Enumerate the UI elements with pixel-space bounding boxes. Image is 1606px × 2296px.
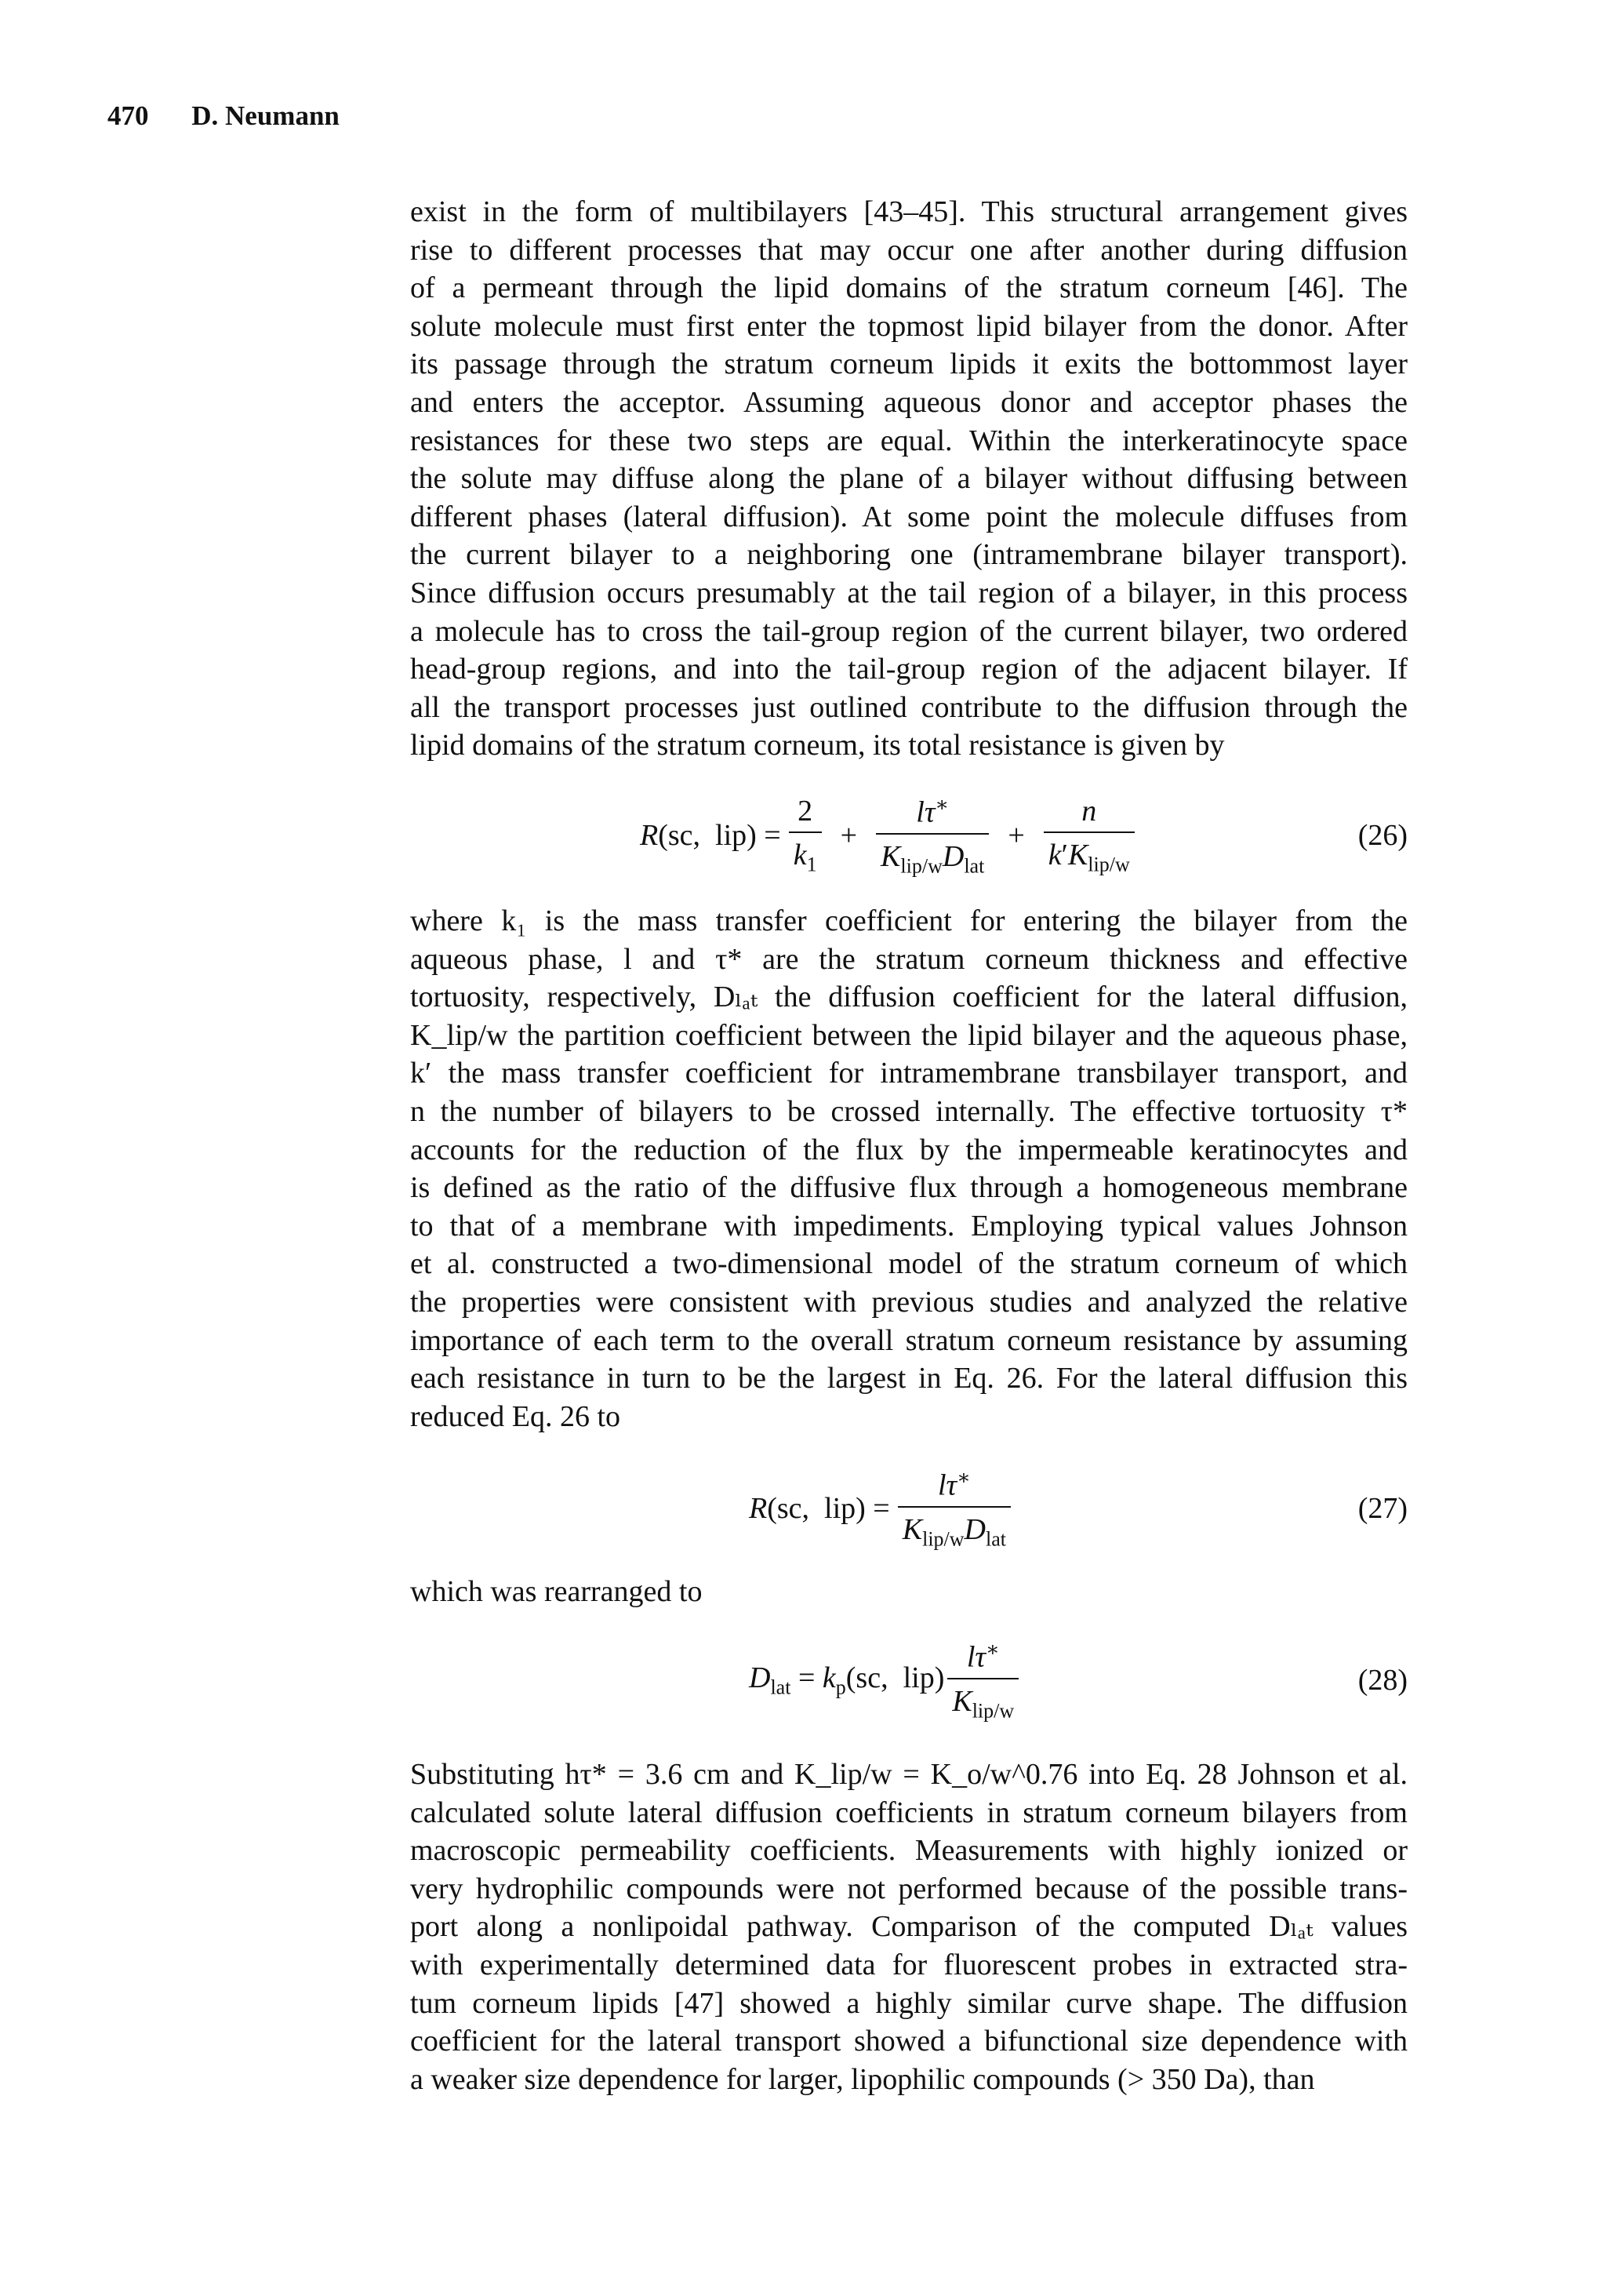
text-line: tortuosity, respectively, Dₗₐₜ the diffusion coefficient for the lateral diffusion, — [410, 981, 1408, 1014]
text-line: n the number of bilayers to be crossed internally. The effective tortuosity τ* — [410, 1094, 1408, 1128]
text-line: the solute may diffuse along the plane of a bilayer without diffusing between — [410, 462, 1408, 496]
text-line: the properties were consistent with previous studies and analyzed the relative — [410, 1285, 1408, 1319]
text-line: with experimentally determined data for fluorescent probes in extracted stra- — [410, 1948, 1408, 1981]
paragraph-4 — [410, 1756, 1408, 2098]
text-line: a weaker size dependence for larger, lipophilic compounds (> 350 Da), than — [410, 2062, 1315, 2096]
text-line: is defined as the ratio of the diffusive flux through a homogeneous membrane — [410, 1171, 1408, 1205]
text-line: its passage through the stratum corneum lipids it exits the bottommost layer — [410, 347, 1408, 381]
text-line: aqueous phase, l and τ* are the stratum corneum thickness and effective — [410, 942, 1408, 976]
text-line: lipid domains of the stratum corneum, its total resistance is given by — [410, 729, 1225, 762]
text-line: all the transport processes just outlined contribute to the diffusion through the — [410, 690, 1408, 724]
text-line: reduced Eq. 26 to — [410, 1399, 621, 1433]
equation-28: $D_{lat} = k_p(sc$, lip) $\frac{l\tau^∗}{K_{lip/w}}$ (28) — [410, 1629, 1408, 1731]
text-line: of a permeant through the lipid domains of the stratum corneum [46]. The — [410, 271, 1408, 305]
page-number: 470 — [107, 100, 149, 131]
text-line: k′ the mass transfer coefficient for intramembrane transbilayer transport, and — [410, 1057, 1408, 1090]
text-line: port along a nonlipoidal pathway. Comparison of the computed Dₗₐₜ values — [410, 1910, 1408, 1944]
paragraph-3 — [410, 1573, 1408, 1611]
text-line: a molecule has to cross the tail-group region of the current bilayer, two ordered — [410, 614, 1408, 648]
text-line: where k₁ is the mass transfer coefficient for entering the bilayer from the — [410, 904, 1408, 937]
equation-number-27: (27) — [1357, 1492, 1408, 1525]
text-line: accounts for the reduction of the flux by the impermeable keratinocytes and — [410, 1133, 1408, 1166]
equation-number-26: (26) — [1357, 819, 1408, 852]
text-line: K_lip/w the partition coefficient between the lipid bilayer and the aqueous phase, — [410, 1018, 1408, 1052]
paragraph-1 — [410, 193, 1408, 765]
running-author: D. Neumann — [191, 100, 340, 131]
text-line: macroscopic permeability coefficients. Measurements with highly ionized or — [410, 1834, 1408, 1868]
text-line: coefficient for the lateral transport showed a bifunctional size dependence with — [410, 2025, 1408, 2058]
equation-27: R(sc, lip) = $\frac{l\tau^∗}{K_{lip/w}D_{lat}}$ (27) — [410, 1457, 1408, 1559]
text-line: calculated solute lateral diffusion coefficients in stratum corneum bilayers from — [410, 1796, 1408, 1829]
paragraph-2 — [410, 902, 1408, 1435]
text-line: the current bilayer to a neighboring one (intramembrane bilayer transport). — [410, 538, 1408, 572]
text-line: each resistance in turn to be the largest in Eq. 26. For the lateral diffusion this — [410, 1362, 1408, 1395]
text-line: tum corneum lipids [47] showed a highly similar curve shape. The diffusion — [410, 1986, 1408, 2020]
text-line: to that of a membrane with impediments. Employing typical values Johnson — [410, 1209, 1408, 1243]
text-line: importance of each term to the overall stratum corneum resistance by assuming — [410, 1323, 1408, 1357]
page-header — [107, 100, 340, 132]
text-line: which was rearranged to — [410, 1575, 703, 1608]
equation-26: R(sc, lip) = $\frac{2}{k_1}$ + $\frac{l\tau^∗}{K_{lip/w}D_{lat}}$ + $\frac{n}{k'K_{lip/w}}$ (26) — [410, 784, 1408, 886]
equation-number-28: (28) — [1357, 1664, 1408, 1697]
text-line: very hydrophilic compounds were not performed because of the possible trans- — [410, 1872, 1408, 1905]
text-line: and enters the acceptor. Assuming aqueous donor and acceptor phases the — [410, 385, 1408, 419]
text-line: exist in the form of multibilayers [43–45]. This structural arrangement gives — [410, 195, 1408, 228]
text-line: solute molecule must first enter the topmost lipid bilayer from the donor. After — [410, 309, 1408, 343]
text-line: et al. constructed a two-dimensional model of the stratum corneum of which — [410, 1247, 1408, 1281]
text-line: Since diffusion occurs presumably at the tail region of a bilayer, in this process — [410, 576, 1408, 609]
text-line: head-group regions, and into the tail-group region of the adjacent bilayer. If — [410, 653, 1408, 686]
text-line: Substituting hτ* = 3.6 cm and K_lip/w = K_o/w^0.76 into Eq. 28 Johnson et al. — [410, 1758, 1408, 1791]
text-line: different phases (lateral diffusion). At some point the molecule diffuses from — [410, 500, 1408, 533]
text-line: resistances for these two steps are equal. Within the interkeratinocyte space — [410, 424, 1408, 457]
text-line: rise to different processes that may occur one after another during diffusion — [410, 233, 1408, 267]
